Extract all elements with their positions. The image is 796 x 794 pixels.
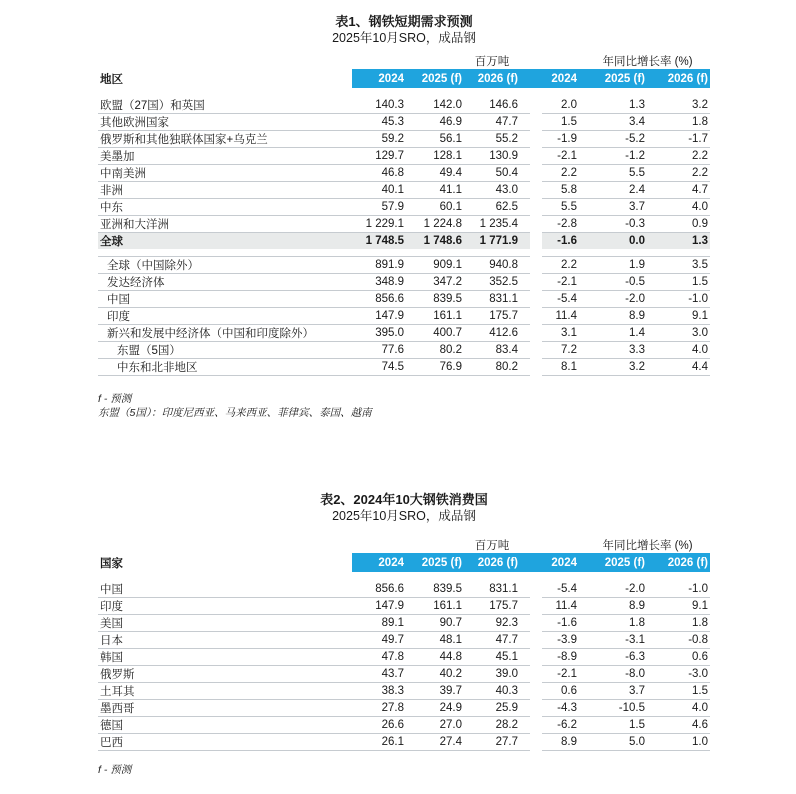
column-group-spacer — [530, 666, 542, 683]
row-label: 印度 — [98, 307, 352, 324]
value-cell: 909.1 — [406, 256, 464, 273]
row-header-spacer — [98, 536, 352, 553]
value-cell: 146.6 — [464, 97, 530, 114]
column-group-spacer — [530, 249, 542, 256]
column-group-spacer — [530, 69, 542, 88]
value-cell: 831.1 — [464, 581, 530, 598]
table-row — [98, 700, 710, 717]
value-cell: 25.9 — [464, 700, 530, 717]
row-label: 东盟（5国） — [98, 341, 352, 358]
value-cell: -1.7 — [648, 131, 710, 148]
value-cell: -8.9 — [542, 649, 581, 666]
table2-footnotes — [98, 763, 710, 777]
col-header-2025f-tonnes: 2025 (f) — [406, 553, 464, 572]
value-cell: 856.6 — [352, 290, 406, 307]
value-cell: 3.2 — [648, 97, 710, 114]
value-cell: 4.0 — [648, 199, 710, 216]
value-cell: 129.7 — [352, 148, 406, 165]
table-row — [98, 97, 710, 114]
value-cell: 28.2 — [464, 717, 530, 734]
value-cell: 1 771.9 — [464, 233, 530, 250]
value-cell: -2.8 — [542, 216, 581, 233]
value-cell: -0.5 — [581, 273, 648, 290]
header-gap-cell — [98, 572, 710, 581]
table-header-row — [98, 553, 710, 572]
value-cell: 147.9 — [352, 307, 406, 324]
value-cell: 38.3 — [352, 683, 406, 700]
value-cell: 74.5 — [352, 358, 406, 375]
column-group-spacer — [530, 717, 542, 734]
column-group-spacer — [530, 581, 542, 598]
row-label: 韩国 — [98, 649, 352, 666]
value-cell: 3.3 — [581, 341, 648, 358]
value-cell: 831.1 — [464, 290, 530, 307]
section-gap-cell — [98, 249, 530, 256]
col-header-2026f-tonnes: 2026 (f) — [464, 69, 530, 88]
table-row — [98, 273, 710, 290]
column-group-spacer — [530, 683, 542, 700]
growth-group-header: 年同比增长率 (%) — [542, 536, 710, 553]
demand-forecast-section — [98, 14, 710, 420]
value-cell: 80.2 — [464, 358, 530, 375]
unit-group-header: 百万吨 — [352, 536, 530, 553]
col-header-2026f-growth: 2026 (f) — [648, 69, 710, 88]
value-cell: -1.6 — [542, 233, 581, 250]
table2-subtitle: 2025年10月SRO，成品钢 — [332, 509, 476, 523]
row-label: 墨西哥 — [98, 700, 352, 717]
col-header-2024-tonnes: 2024 — [352, 553, 406, 572]
value-cell: 839.5 — [406, 290, 464, 307]
col-header-2024-tonnes: 2024 — [352, 69, 406, 88]
value-cell: -1.2 — [581, 148, 648, 165]
table-row — [98, 666, 710, 683]
value-cell: 1.9 — [581, 256, 648, 273]
column-group-spacer — [530, 632, 542, 649]
value-cell: -2.1 — [542, 148, 581, 165]
footnote-forecast: f - 预测 — [98, 764, 132, 776]
value-cell: 2.2 — [542, 165, 581, 182]
value-cell: 11.4 — [542, 598, 581, 615]
column-group-spacer — [530, 615, 542, 632]
value-cell: 0.9 — [648, 216, 710, 233]
value-cell: 8.9 — [542, 734, 581, 751]
column-group-spacer — [530, 97, 542, 114]
column-group-spacer — [530, 233, 542, 250]
column-group-spacer — [530, 307, 542, 324]
column-group-spacer — [530, 216, 542, 233]
value-cell: 3.7 — [581, 199, 648, 216]
value-cell: 1.5 — [648, 683, 710, 700]
value-cell: 2.2 — [648, 165, 710, 182]
row-label: 全球（中国除外） — [98, 256, 352, 273]
row-label: 非洲 — [98, 182, 352, 199]
value-cell: -5.4 — [542, 581, 581, 598]
value-cell: 1.8 — [648, 114, 710, 131]
column-group-spacer — [530, 199, 542, 216]
table-row — [98, 182, 710, 199]
row-label: 中国 — [98, 290, 352, 307]
value-cell: 891.9 — [352, 256, 406, 273]
value-cell: 352.5 — [464, 273, 530, 290]
value-cell: 348.9 — [352, 273, 406, 290]
value-cell: 80.2 — [406, 341, 464, 358]
value-cell: -2.0 — [581, 581, 648, 598]
value-cell: 3.7 — [581, 683, 648, 700]
row-label: 全球 — [98, 233, 352, 250]
value-cell: 45.3 — [352, 114, 406, 131]
table-row — [98, 131, 710, 148]
value-cell: 5.5 — [581, 165, 648, 182]
value-cell: 1 235.4 — [464, 216, 530, 233]
value-cell: -1.0 — [648, 290, 710, 307]
value-cell: 856.6 — [352, 581, 406, 598]
value-cell: 1.5 — [542, 114, 581, 131]
value-cell: 0.6 — [542, 683, 581, 700]
row-label: 亚洲和大洋洲 — [98, 216, 352, 233]
column-group-spacer — [530, 290, 542, 307]
value-cell: 142.0 — [406, 97, 464, 114]
value-cell: 1.4 — [581, 324, 648, 341]
table-row — [98, 581, 710, 598]
value-cell: 1 224.8 — [406, 216, 464, 233]
table-row — [98, 734, 710, 751]
value-cell: 41.1 — [406, 182, 464, 199]
row-label: 中南美洲 — [98, 165, 352, 182]
row-label: 俄罗斯 — [98, 666, 352, 683]
column-group-spacer — [530, 341, 542, 358]
value-cell: 43.0 — [464, 182, 530, 199]
column-group-spacer — [530, 324, 542, 341]
column-group-spacer — [530, 734, 542, 751]
table-row — [98, 199, 710, 216]
value-cell: 161.1 — [406, 307, 464, 324]
value-cell: 40.3 — [464, 683, 530, 700]
column-group-header-row — [98, 52, 710, 69]
table-row — [98, 165, 710, 182]
value-cell: -0.3 — [581, 216, 648, 233]
value-cell: 11.4 — [542, 307, 581, 324]
value-cell: 46.8 — [352, 165, 406, 182]
value-cell: 4.7 — [648, 182, 710, 199]
footnote-asean: 东盟（5国）：印度尼西亚、马来西亚、菲律宾、泰国、越南 — [98, 406, 372, 419]
value-cell: 90.7 — [406, 615, 464, 632]
row-label: 印度 — [98, 598, 352, 615]
table-row — [98, 341, 710, 358]
value-cell: 839.5 — [406, 581, 464, 598]
value-cell: 140.3 — [352, 97, 406, 114]
table-row — [98, 632, 710, 649]
value-cell: 56.1 — [406, 131, 464, 148]
value-cell: -1.9 — [542, 131, 581, 148]
value-cell: 3.5 — [648, 256, 710, 273]
col-header-2025f-growth: 2025 (f) — [581, 69, 648, 88]
value-cell: 49.7 — [352, 632, 406, 649]
value-cell: 1.5 — [648, 273, 710, 290]
value-cell: 27.8 — [352, 700, 406, 717]
column-group-spacer — [530, 182, 542, 199]
value-cell: 57.9 — [352, 199, 406, 216]
value-cell: -6.3 — [581, 649, 648, 666]
value-cell: 3.4 — [581, 114, 648, 131]
value-cell: 55.2 — [464, 131, 530, 148]
value-cell: 0.6 — [648, 649, 710, 666]
value-cell: 395.0 — [352, 324, 406, 341]
value-cell: 49.4 — [406, 165, 464, 182]
table-row — [98, 290, 710, 307]
col-header-2024-growth: 2024 — [542, 69, 581, 88]
value-cell: 4.0 — [648, 700, 710, 717]
total-row — [98, 233, 710, 250]
table-row — [98, 148, 710, 165]
table-header-row — [98, 69, 710, 88]
row-label: 中国 — [98, 581, 352, 598]
row-label: 土耳其 — [98, 683, 352, 700]
demand-forecast-table — [98, 52, 710, 376]
column-group-spacer — [530, 273, 542, 290]
value-cell: 130.9 — [464, 148, 530, 165]
value-cell: 47.8 — [352, 649, 406, 666]
value-cell: -0.8 — [648, 632, 710, 649]
column-group-spacer — [530, 148, 542, 165]
value-cell: -4.3 — [542, 700, 581, 717]
value-cell: 1 229.1 — [352, 216, 406, 233]
col-header-2026f-tonnes: 2026 (f) — [464, 553, 530, 572]
row-header-spacer — [98, 52, 352, 69]
column-group-spacer — [530, 256, 542, 273]
table-row — [98, 598, 710, 615]
table1-subtitle: 2025年10月SRO，成品钢 — [332, 31, 476, 45]
value-cell: -3.9 — [542, 632, 581, 649]
table-row — [98, 114, 710, 131]
value-cell: 4.6 — [648, 717, 710, 734]
column-group-spacer — [530, 114, 542, 131]
top-consumers-table — [98, 536, 710, 751]
value-cell: 50.4 — [464, 165, 530, 182]
value-cell: -1.0 — [648, 581, 710, 598]
value-cell: 8.1 — [542, 358, 581, 375]
value-cell: 1 748.6 — [406, 233, 464, 250]
row-label: 德国 — [98, 717, 352, 734]
value-cell: 8.9 — [581, 307, 648, 324]
value-cell: 2.2 — [542, 256, 581, 273]
value-cell: 48.1 — [406, 632, 464, 649]
value-cell: 26.1 — [352, 734, 406, 751]
value-cell: 2.0 — [542, 97, 581, 114]
value-cell: 5.0 — [581, 734, 648, 751]
value-cell: 3.1 — [542, 324, 581, 341]
value-cell: 128.1 — [406, 148, 464, 165]
value-cell: -2.1 — [542, 273, 581, 290]
value-cell: 40.2 — [406, 666, 464, 683]
table1-title: 表1、钢铁短期需求预测 — [335, 14, 473, 29]
value-cell: 400.7 — [406, 324, 464, 341]
value-cell: 27.4 — [406, 734, 464, 751]
row-label: 日本 — [98, 632, 352, 649]
table-row — [98, 256, 710, 273]
value-cell: 40.1 — [352, 182, 406, 199]
section-gap-row — [98, 249, 710, 256]
table-row — [98, 216, 710, 233]
value-cell: 62.5 — [464, 199, 530, 216]
value-cell: -6.2 — [542, 717, 581, 734]
value-cell: 47.7 — [464, 632, 530, 649]
value-cell: 175.7 — [464, 307, 530, 324]
value-cell: 44.8 — [406, 649, 464, 666]
value-cell: -2.0 — [581, 290, 648, 307]
column-group-spacer — [530, 649, 542, 666]
value-cell: 2.4 — [581, 182, 648, 199]
value-cell: 175.7 — [464, 598, 530, 615]
table-row — [98, 615, 710, 632]
column-group-spacer — [530, 358, 542, 375]
value-cell: -3.1 — [581, 632, 648, 649]
col-header-2026f-growth: 2026 (f) — [648, 553, 710, 572]
value-cell: 147.9 — [352, 598, 406, 615]
table-row — [98, 307, 710, 324]
column-group-spacer — [530, 598, 542, 615]
value-cell: 4.0 — [648, 341, 710, 358]
value-cell: 1.5 — [581, 717, 648, 734]
header-gap-row — [98, 88, 710, 97]
unit-group-header: 百万吨 — [352, 52, 530, 69]
value-cell: 92.3 — [464, 615, 530, 632]
value-cell: 83.4 — [464, 341, 530, 358]
value-cell: 1.8 — [581, 615, 648, 632]
col-header-2025f-growth: 2025 (f) — [581, 553, 648, 572]
header-gap-cell — [98, 88, 710, 97]
value-cell: 5.5 — [542, 199, 581, 216]
value-cell: 39.0 — [464, 666, 530, 683]
row-label: 中东和北非地区 — [98, 358, 352, 375]
table2-title: 表2、2024年10大钢铁消费国 — [320, 492, 488, 507]
row-label: 美墨加 — [98, 148, 352, 165]
row-header-label: 地区 — [98, 69, 352, 88]
value-cell: -2.1 — [542, 666, 581, 683]
value-cell: 77.6 — [352, 341, 406, 358]
section-gap-cell — [542, 249, 710, 256]
column-group-spacer — [530, 700, 542, 717]
value-cell: 59.2 — [352, 131, 406, 148]
value-cell: 1 748.5 — [352, 233, 406, 250]
value-cell: -10.5 — [581, 700, 648, 717]
value-cell: 3.2 — [581, 358, 648, 375]
row-label: 巴西 — [98, 734, 352, 751]
value-cell: 412.6 — [464, 324, 530, 341]
value-cell: 27.7 — [464, 734, 530, 751]
value-cell: 45.1 — [464, 649, 530, 666]
row-label: 美国 — [98, 615, 352, 632]
value-cell: 161.1 — [406, 598, 464, 615]
value-cell: 1.8 — [648, 615, 710, 632]
value-cell: 9.1 — [648, 598, 710, 615]
value-cell: 39.7 — [406, 683, 464, 700]
column-group-spacer — [530, 165, 542, 182]
value-cell: 89.1 — [352, 615, 406, 632]
row-label: 欧盟（27国）和英国 — [98, 97, 352, 114]
column-group-spacer — [530, 52, 542, 69]
value-cell: -8.0 — [581, 666, 648, 683]
table-row — [98, 717, 710, 734]
value-cell: 940.8 — [464, 256, 530, 273]
col-header-2025f-tonnes: 2025 (f) — [406, 69, 464, 88]
table-row — [98, 649, 710, 666]
value-cell: 347.2 — [406, 273, 464, 290]
value-cell: 1.3 — [581, 97, 648, 114]
value-cell: 1.0 — [648, 734, 710, 751]
row-label: 其他欧洲国家 — [98, 114, 352, 131]
value-cell: 4.4 — [648, 358, 710, 375]
top-consumers-section — [98, 492, 710, 777]
table1-footnotes — [98, 392, 710, 420]
value-cell: 26.6 — [352, 717, 406, 734]
value-cell: 43.7 — [352, 666, 406, 683]
value-cell: -5.4 — [542, 290, 581, 307]
value-cell: 60.1 — [406, 199, 464, 216]
value-cell: 7.2 — [542, 341, 581, 358]
column-group-spacer — [530, 536, 542, 553]
column-group-header-row — [98, 536, 710, 553]
value-cell: 76.9 — [406, 358, 464, 375]
growth-group-header: 年同比增长率 (%) — [542, 52, 710, 69]
value-cell: 3.0 — [648, 324, 710, 341]
header-gap-row — [98, 572, 710, 581]
value-cell: 1.3 — [648, 233, 710, 250]
row-label: 新兴和发展中经济体（中国和印度除外） — [98, 324, 352, 341]
col-header-2024-growth: 2024 — [542, 553, 581, 572]
value-cell: -1.6 — [542, 615, 581, 632]
value-cell: 2.2 — [648, 148, 710, 165]
value-cell: -3.0 — [648, 666, 710, 683]
value-cell: 8.9 — [581, 598, 648, 615]
value-cell: 47.7 — [464, 114, 530, 131]
value-cell: 5.8 — [542, 182, 581, 199]
value-cell: 27.0 — [406, 717, 464, 734]
row-label: 发达经济体 — [98, 273, 352, 290]
value-cell: -5.2 — [581, 131, 648, 148]
row-header-label: 国家 — [98, 553, 352, 572]
value-cell: 24.9 — [406, 700, 464, 717]
row-label: 中东 — [98, 199, 352, 216]
value-cell: 9.1 — [648, 307, 710, 324]
footnote-forecast: f - 预测 — [98, 392, 132, 405]
table-row — [98, 324, 710, 341]
table-row — [98, 683, 710, 700]
column-group-spacer — [530, 553, 542, 572]
row-label: 俄罗斯和其他独联体国家+乌克兰 — [98, 131, 352, 148]
column-group-spacer — [530, 131, 542, 148]
value-cell: 0.0 — [581, 233, 648, 250]
table-row — [98, 358, 710, 375]
value-cell: 46.9 — [406, 114, 464, 131]
